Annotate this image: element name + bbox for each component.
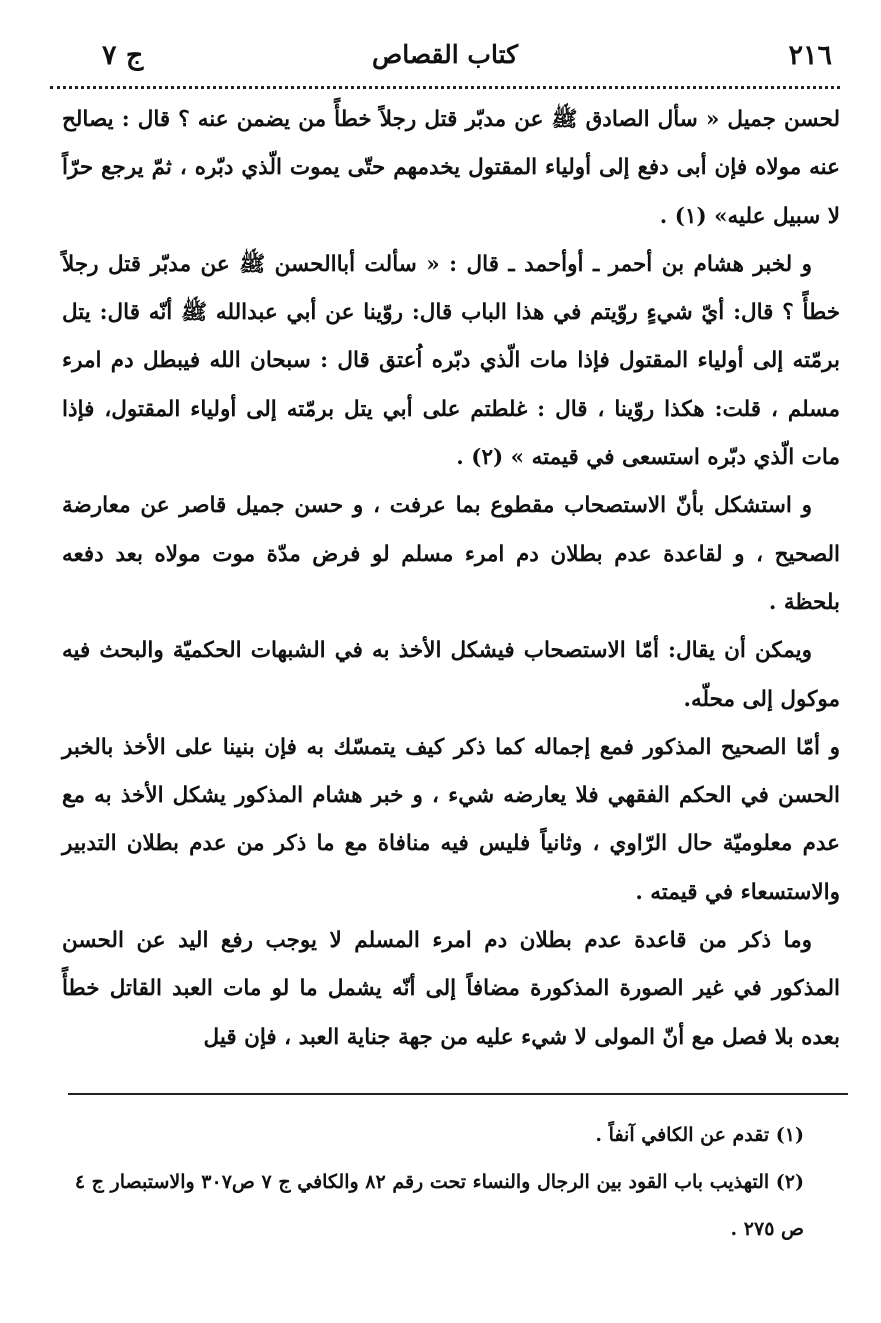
main-text — [62, 96, 840, 1062]
paragraph: وما ذكر من قاعدة عدم بطلان دم امرء المسلم لا يوجب رفع اليد عن الحسن المذكور في غير الصورة المذكورة مضافاً إلى أنّه يشمل ما لو مات العبد القاتل خطأً بعده بلا فصل مع أنّ المولى لا شيء عليه من جهة جناية العبد ، فإن قيل — [62, 928, 840, 1050]
paragraph: و أمّا الصحيح المذكور فمع إجماله كما ذكر كيف يتمسّك به فإن بنينا على الأخذ بالخبر الحسن في الحكم الفقهي فلا يعارضه شيء ، و خبر هشام المذكور يشكل الأخذ به مع عدم معلوميّة حال الرّاوي ، وثانياً فليس فيه منافاة مع ما ذكر من عدم بطلان التدبير والاستسعاء في قيمته . — [62, 734, 840, 905]
footnote: (٢) التهذيب باب القود بين الرجال والنساء تحت رقم ٨٢ والكافي ج ٧ ص٣٠٧ والاستبصار ج ٤ ص ٢٧٥ . — [74, 1171, 804, 1240]
paragraph: و لخبر هشام بن أحمر ـ أوأحمد ـ قال : « سألت أباالحسن ﷺ عن مدبّر قتل رجلاً خطأً ؟ قال: أيّ شيءٍ روّيتم في هذا الباب قال: روّينا عن أبي عبدالله ﷺ أنّه قال: يتل برمّته إلى أولياء المقتول فإذا مات الّذي دبّره اُعتق قال : سبحان الله فيبطل دم امرء مسلم ، قلت: هكذا روّينا ، قال : غلطتم على أبي يتل برمّته إلى أولياء المقتول، فإذا مات الّذي دبّره استسعى في قيمته » (٢) . — [62, 251, 840, 471]
paragraph: لحسن جميل « سأل الصادق ﷺ عن مدبّر قتل رجلاً خطأً من يضمن عنه ؟ قال : يصالح عنه مولاه فإن أبى دفع إلى أولياء المقتول يخدمهم حتّى يموت الّذي دبّره ، ثمّ يرجع حرّاً لا سبيل عليه» (١) . — [62, 107, 840, 229]
footnote: (١) تقدم عن الكافي آنفاً . — [595, 1124, 804, 1146]
paragraph: و استشكل بأنّ الاستصحاب مقطوع بما عرفت ، و حسن جميل قاصر عن معارضة الصحيح ، و لقاعدة عدم بطلان دم امرء مسلم لو فرض مدّة موت مولاه بعد دفعه بلحظة . — [62, 493, 840, 615]
page-header — [50, 32, 840, 82]
header-divider — [50, 86, 840, 89]
paragraph: ويمكن أن يقال: أمّا الاستصحاب فيشكل الأخذ به في الشبهات الحكميّة والبحث فيه موكول إلى محلّه. — [62, 638, 840, 712]
footnote-divider — [68, 1093, 848, 1095]
footnotes — [62, 1112, 838, 1253]
book-title: كتاب القصاص — [371, 40, 519, 69]
page-number: ٢١٦ — [788, 40, 832, 71]
volume-label: ج ٧ — [102, 40, 144, 71]
